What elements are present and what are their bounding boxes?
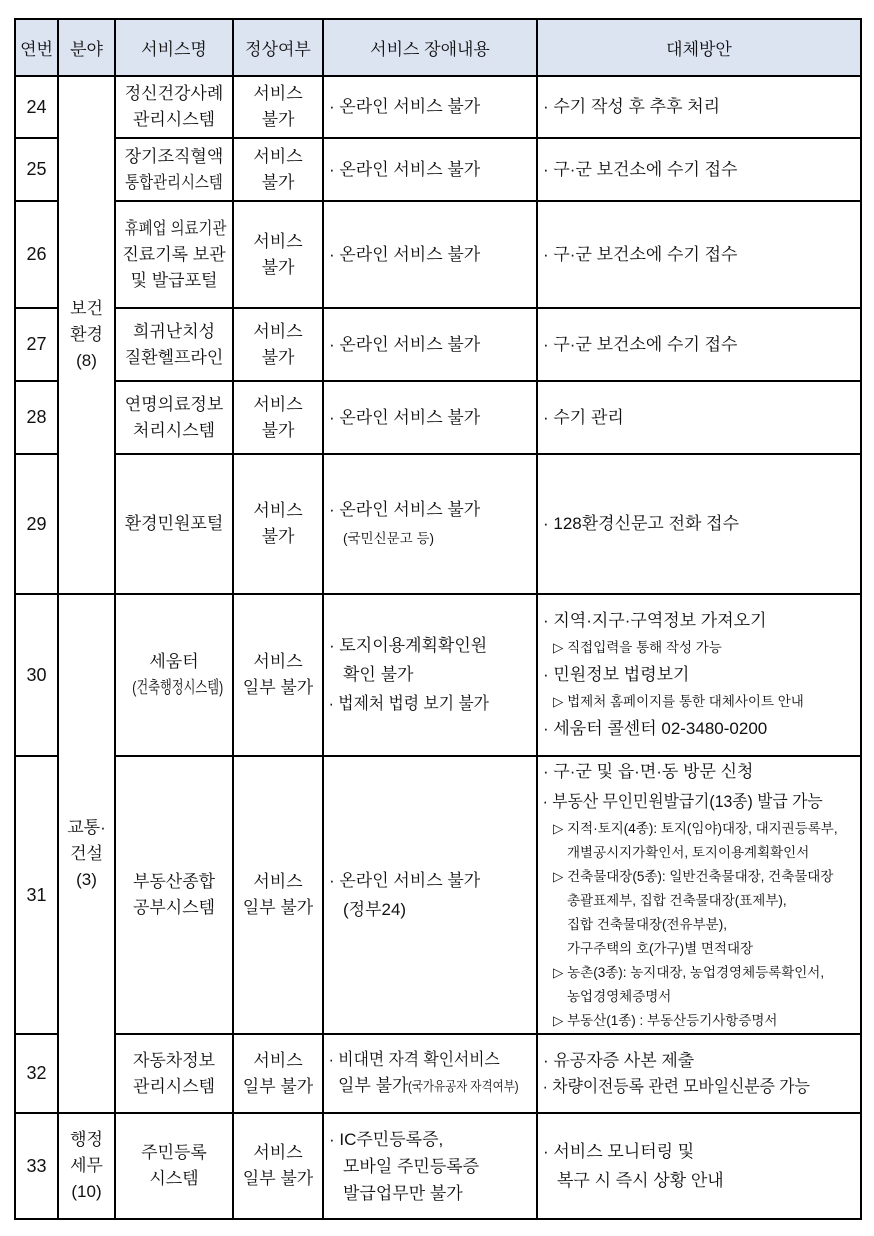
table-row bbox=[15, 454, 861, 594]
cell-status bbox=[233, 594, 323, 756]
header-cell-no: 연번 bbox=[15, 19, 58, 76]
status-line: 서비스 bbox=[253, 501, 303, 520]
cell-alt bbox=[537, 756, 861, 1034]
alt-line: · 서비스 모니터링 및 bbox=[543, 1142, 695, 1161]
cell-issue bbox=[323, 138, 537, 201]
issue-line: · 법제처 법령 보기 불가 bbox=[328, 694, 489, 713]
service-line: 부동산종합 bbox=[132, 872, 216, 891]
cell-no: 29 bbox=[15, 454, 58, 594]
cell-status bbox=[233, 1034, 323, 1113]
cell-issue bbox=[323, 381, 537, 454]
service-line: 통합관리시스템 bbox=[125, 172, 223, 192]
status-line: 서비스 bbox=[253, 394, 303, 414]
alt-line: 복구 시 즉시 상황 안내 bbox=[557, 1171, 724, 1190]
issue-text-small: (국가유공자 자격여부) bbox=[408, 1079, 520, 1094]
cell-service bbox=[115, 381, 233, 454]
status-line: 일부 불가 bbox=[242, 1169, 314, 1188]
issue-line: (정부24) bbox=[343, 900, 407, 919]
cell-issue bbox=[323, 594, 537, 756]
header-cell-status: 정상여부 bbox=[233, 19, 323, 76]
cell-status bbox=[233, 76, 323, 138]
service-line: 진료기록 보관 bbox=[122, 244, 226, 264]
issue-line: · 온라인 서비스 불가 bbox=[329, 97, 481, 116]
field-line: 세무 bbox=[70, 1156, 103, 1175]
alt-line: · 구·군 보건소에 수기 접수 bbox=[543, 159, 738, 179]
cell-service bbox=[115, 138, 233, 201]
table-row bbox=[15, 594, 861, 756]
status-line: 일부 불가 bbox=[242, 678, 314, 697]
field-line: 건설 bbox=[70, 843, 103, 863]
alt-subline: ▷ 부동산(1종) : 부동산등기사항증명서 bbox=[553, 1013, 778, 1028]
cell-service bbox=[115, 201, 233, 308]
issue-line: · 온라인 서비스 불가 bbox=[329, 159, 481, 179]
cell-status bbox=[233, 1113, 323, 1219]
cell-no: 26 bbox=[15, 201, 58, 308]
status-line: 일부 불가 bbox=[242, 1076, 314, 1096]
alt-line: · 128환경신문고 전화 접수 bbox=[543, 514, 739, 533]
field-line: 환경 bbox=[70, 325, 103, 344]
cell-service bbox=[115, 76, 233, 138]
status-line: 불가 bbox=[261, 172, 295, 192]
cell-service bbox=[115, 594, 233, 756]
field-line: (3) bbox=[76, 869, 97, 889]
issue-line: (국민신문고 등) bbox=[343, 531, 434, 546]
issue-line: · 온라인 서비스 불가 bbox=[329, 871, 481, 890]
issue-line: 모바일 주민등록증 bbox=[343, 1156, 480, 1176]
cell-no: 30 bbox=[15, 594, 58, 756]
status-line: 불가 bbox=[261, 420, 295, 440]
service-line: 처리시스템 bbox=[132, 420, 216, 440]
cell-alt bbox=[537, 594, 861, 756]
service-line: 세움터 bbox=[149, 652, 199, 671]
issue-line: · 토지이용계획확인원 bbox=[329, 636, 488, 655]
status-line: 일부 불가 bbox=[242, 898, 314, 917]
service-line: 연명의료정보 bbox=[124, 394, 224, 414]
alt-line: · 차량이전등록 관련 모바일신분증 가능 bbox=[542, 1076, 810, 1096]
alt-line: · 수기 관리 bbox=[543, 407, 624, 427]
cell-no: 24 bbox=[15, 76, 58, 138]
alt-line: · 수기 작성 후 추후 처리 bbox=[543, 97, 721, 116]
cell-service bbox=[115, 454, 233, 594]
cell-service bbox=[115, 756, 233, 1034]
cell-service bbox=[115, 1113, 233, 1219]
cell-no: 31 bbox=[15, 756, 58, 1034]
cell-no: 32 bbox=[15, 1034, 58, 1113]
table-row bbox=[15, 201, 861, 308]
status-line: 불가 bbox=[261, 110, 295, 129]
header-row bbox=[15, 19, 861, 76]
cell-alt bbox=[537, 1113, 861, 1219]
service-line: 공부시스템 bbox=[132, 898, 216, 917]
cell-issue bbox=[323, 76, 537, 138]
status-line: 서비스 bbox=[253, 872, 303, 891]
service-line: 관리시스템 bbox=[132, 110, 216, 129]
service-outage-table bbox=[14, 18, 862, 1220]
cell-status bbox=[233, 201, 323, 308]
status-line: 서비스 bbox=[253, 652, 303, 671]
table-row bbox=[15, 308, 861, 381]
field-line: 교통· bbox=[67, 817, 106, 837]
status-line: 서비스 bbox=[253, 1050, 303, 1070]
cell-issue bbox=[323, 1113, 537, 1219]
document-page bbox=[14, 18, 862, 1220]
alt-line: · 유공자증 사본 제출 bbox=[543, 1050, 695, 1070]
alt-subline: 개별공시지가확인서, 토지이용계획확인서 bbox=[567, 845, 810, 860]
cell-alt bbox=[537, 1034, 861, 1113]
cell-status bbox=[233, 381, 323, 454]
alt-subline: ▷ 법제처 홈페이지를 통한 대체사이트 안내 bbox=[553, 694, 804, 709]
field-line: (8) bbox=[76, 351, 97, 370]
header-cell-alt: 대체방안 bbox=[537, 19, 861, 76]
cell-issue bbox=[323, 308, 537, 381]
issue-text: 일부 불가 bbox=[338, 1076, 409, 1095]
table-row bbox=[15, 1113, 861, 1219]
alt-line: · 구·군 보건소에 수기 접수 bbox=[543, 334, 738, 354]
service-line: 휴폐업 의료기관 bbox=[124, 218, 227, 238]
table-row bbox=[15, 1034, 861, 1113]
cell-field-admin-tax bbox=[58, 1113, 115, 1219]
service-line: 질환헬프라인 bbox=[124, 347, 224, 367]
service-line: 희귀난치성 bbox=[132, 321, 216, 341]
field-line: 행정 bbox=[70, 1130, 103, 1149]
service-line: 관리시스템 bbox=[132, 1076, 216, 1096]
issue-line: · 비대면 자격 확인서비스 bbox=[328, 1050, 500, 1069]
alt-subline: 농업경영체증명서 bbox=[567, 989, 672, 1004]
cell-alt bbox=[537, 138, 861, 201]
field-line: (10) bbox=[71, 1182, 102, 1201]
status-line: 서비스 bbox=[253, 231, 303, 251]
table-row bbox=[15, 381, 861, 454]
alt-line: · 세움터 콜센터 02-3480-0200 bbox=[543, 719, 768, 738]
table-row bbox=[15, 76, 861, 138]
alt-line: · 구·군 보건소에 수기 접수 bbox=[543, 244, 738, 264]
issue-line: · 온라인 서비스 불가 bbox=[329, 500, 481, 519]
issue-line: 확인 불가 bbox=[343, 665, 414, 684]
status-line: 불가 bbox=[261, 347, 295, 367]
issue-line: · 온라인 서비스 불가 bbox=[329, 244, 481, 264]
cell-issue bbox=[323, 756, 537, 1034]
alt-subline: 가구주택의 호(가구)별 면적대장 bbox=[567, 941, 754, 956]
cell-alt bbox=[537, 381, 861, 454]
cell-no: 28 bbox=[15, 381, 58, 454]
status-line: 서비스 bbox=[253, 84, 303, 103]
service-line: (건축행정시스템) bbox=[132, 678, 224, 697]
header-cell-issue: 서비스 장애내용 bbox=[323, 19, 537, 76]
cell-status bbox=[233, 756, 323, 1034]
alt-subline: ▷ 직접입력을 통해 작성 가능 bbox=[553, 640, 722, 655]
issue-line: · IC주민등록증, bbox=[329, 1129, 444, 1149]
alt-line: · 민원정보 법령보기 bbox=[543, 665, 690, 684]
cell-status bbox=[233, 138, 323, 201]
alt-subline: ▷ 건축물대장(5종): 일반건축물대장, 건축물대장 bbox=[553, 869, 834, 884]
header-cell-field: 분야 bbox=[58, 19, 115, 76]
alt-subline: 집합 건축물대장(전유부분), bbox=[567, 917, 727, 932]
cell-alt bbox=[537, 308, 861, 381]
header-cell-service: 서비스명 bbox=[115, 19, 233, 76]
cell-no: 25 bbox=[15, 138, 58, 201]
alt-subline: ▷ 지적·토지(4종): 토지(임야)대장, 대지권등록부, bbox=[553, 821, 838, 836]
alt-line: · 부동산 무인민원발급기(13종) 발급 가능 bbox=[542, 792, 823, 811]
service-line: 자동차정보 bbox=[132, 1050, 216, 1070]
service-line: 환경민원포털 bbox=[124, 514, 224, 533]
cell-status bbox=[233, 454, 323, 594]
table-row bbox=[15, 756, 861, 1034]
alt-line: · 구·군 및 읍·면·동 방문 신청 bbox=[543, 762, 754, 781]
status-line: 불가 bbox=[261, 527, 295, 546]
service-line: 시스템 bbox=[149, 1169, 199, 1188]
issue-line bbox=[324, 1073, 536, 1100]
alt-subline: 총괄표제부, 집합 건축물대장(표제부), bbox=[567, 893, 787, 908]
cell-issue bbox=[323, 454, 537, 594]
cell-service bbox=[115, 1034, 233, 1113]
service-line: 정신건강사례 bbox=[124, 84, 224, 103]
cell-alt bbox=[537, 76, 861, 138]
cell-issue bbox=[323, 1034, 537, 1113]
cell-alt bbox=[537, 454, 861, 594]
status-line: 서비스 bbox=[253, 1143, 303, 1162]
cell-field-transport-construction bbox=[58, 594, 115, 1113]
status-line: 서비스 bbox=[253, 146, 303, 166]
status-line: 서비스 bbox=[253, 321, 303, 341]
status-line: 불가 bbox=[261, 257, 295, 277]
cell-alt bbox=[537, 201, 861, 308]
cell-no: 33 bbox=[15, 1113, 58, 1219]
issue-line: · 온라인 서비스 불가 bbox=[329, 334, 481, 354]
field-line: 보건 bbox=[70, 299, 103, 318]
cell-no: 27 bbox=[15, 308, 58, 381]
table-row bbox=[15, 138, 861, 201]
service-line: 및 발급포털 bbox=[130, 270, 218, 290]
cell-service bbox=[115, 308, 233, 381]
cell-status bbox=[233, 308, 323, 381]
issue-line: · 온라인 서비스 불가 bbox=[329, 407, 481, 427]
cell-issue bbox=[323, 201, 537, 308]
issue-line: 발급업무만 불가 bbox=[343, 1183, 463, 1203]
service-line: 주민등록 bbox=[141, 1143, 207, 1162]
service-line: 장기조직혈액 bbox=[124, 146, 224, 166]
alt-line: · 지역·지구·구역정보 가져오기 bbox=[543, 611, 767, 630]
cell-field-health-env bbox=[58, 76, 115, 594]
alt-subline: ▷ 농촌(3종): 농지대장, 농업경영체등록확인서, bbox=[553, 965, 825, 980]
